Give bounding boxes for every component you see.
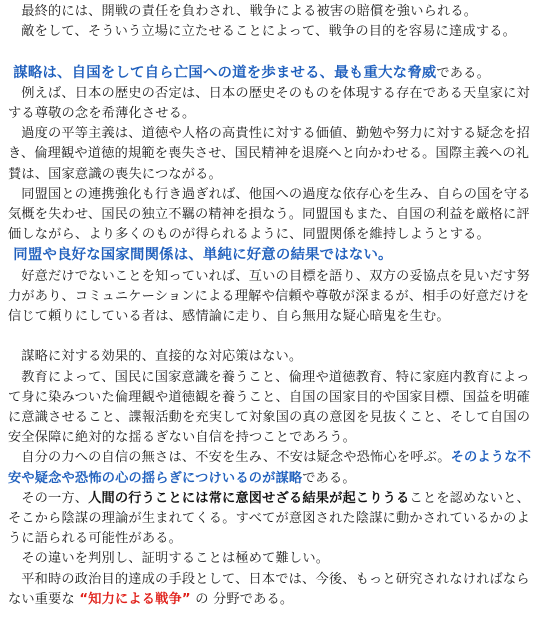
- paragraph-education: [8, 368, 533, 449]
- paragraph-text: 平和時の政治目的達成の手段として、日本では、今後、もっと研究されなければならない重要な: [8, 571, 530, 607]
- paragraph-text: 自分の力への自信の無さは、不安を生み、不安は疑念や恐怖心を呼ぶ。: [21, 450, 451, 466]
- blank-line: [8, 327, 533, 347]
- heading-alliance-goodwill: [8, 245, 533, 266]
- heading-strategy-threat: [8, 63, 533, 84]
- paragraph-text: 過度の平等主義は、道徳や人格の高貴性に対する価値、勤勉や努力に対する疑念を招き、倫理観や道徳的規範を喪失させ、国民精神を退廃へと向かわせる。国際主義への礼賛は、国家意識の喪失につながる。: [8, 126, 530, 182]
- paragraph-text: の 分野である。: [190, 591, 294, 607]
- paragraph-unintended-results: [8, 489, 533, 550]
- paragraph-text: 謀略に対する効果的、直接的な対応策はない。: [21, 349, 303, 365]
- emphasis-text: 謀略は、自国をして自ら亡国への道を歩ませる、最も重大な脅威: [13, 64, 437, 81]
- paragraph-difficulty: [8, 549, 533, 569]
- paragraph-text: である。: [436, 65, 490, 81]
- paragraph-text: 同盟国との連携強化も行き過ぎれば、他国への過度な依存心を生み、自らの国を守る気概を失わせ、国民の独立不羈の精神を損なう。同盟国もまた、自国の利益を厳格に評価しながら、より多くのものが得られるように、同盟関係を維持しようとする。: [8, 186, 531, 243]
- blank-line: [8, 42, 533, 62]
- paragraph-text: その一方、: [21, 490, 89, 506]
- paragraph-text: 教育によって、国民に国家意識を養うこと、倫理や道徳教育、特に家庭内教育によって身に染みついた倫理観や道徳観を養うこと、自国の国家目的や国家目標、国益を明確に意識させること、諜報活動を充実して対象国の真の意図を見抜くこと、そして自国の安全保障に絶対的な揺るぎない自信を持つことであろう。: [8, 369, 531, 446]
- paragraph-text: 敵をして、そういう立場に立たせることによって、戦争の目的を容易に達成する。: [21, 24, 516, 40]
- paragraph-intellectual-war: [8, 570, 533, 610]
- paragraph-enemy-position: [8, 22, 533, 42]
- paragraph-text: 好意だけでないことを知っていれば、互いの目標を語り、双方の妥協点を見いだす努力があり、コミュニケーションによる理解や信頼や尊敬が深まるが、相手の好意だけを信じて頼りにしている者は、感情論に走り、自ら無用な疑心暗鬼を生む。: [8, 268, 530, 325]
- paragraph-countermeasures: [8, 347, 533, 367]
- paragraph-alliance: [8, 185, 533, 246]
- paragraph-egalitarianism: [8, 124, 533, 185]
- paragraph-history-denial: [8, 84, 533, 124]
- paragraph-text: である。: [302, 470, 356, 486]
- paragraph-goodwill: [8, 267, 533, 328]
- paragraph-text: その違いを判別し、証明することは極めて難しい。: [21, 551, 330, 567]
- paragraph-text: 最終的には、開戦の責任を負わされ、戦争による被害の賠償を強いられる。: [21, 4, 478, 19]
- paragraph-text: ことを認めないと、そこから陰謀の理論が生まれてくる。すべてが意図された陰謀に動かされているかのように語られる可能性がある。: [8, 490, 530, 547]
- paragraph-war-reparations: [8, 2, 533, 22]
- emphasis-text: “知力による戦争”: [79, 591, 191, 607]
- emphasis-text: 同盟や良好な国家間関係は、単純に好意の結果ではない。: [13, 247, 393, 264]
- paragraph-text: 例えば、日本の歴史の否定は、日本の歴史そのものを体現する存在である天皇家に対する尊敬の念を希薄化させる。: [8, 85, 530, 121]
- paragraph-self-confidence: [8, 448, 533, 488]
- emphasis-text: 人間の行うことには常に意図せざる結果が起こりうる: [88, 490, 410, 506]
- emphasis-text: そのような不安や疑念や恐怖の心の揺らぎにつけいるのが謀略: [8, 450, 531, 486]
